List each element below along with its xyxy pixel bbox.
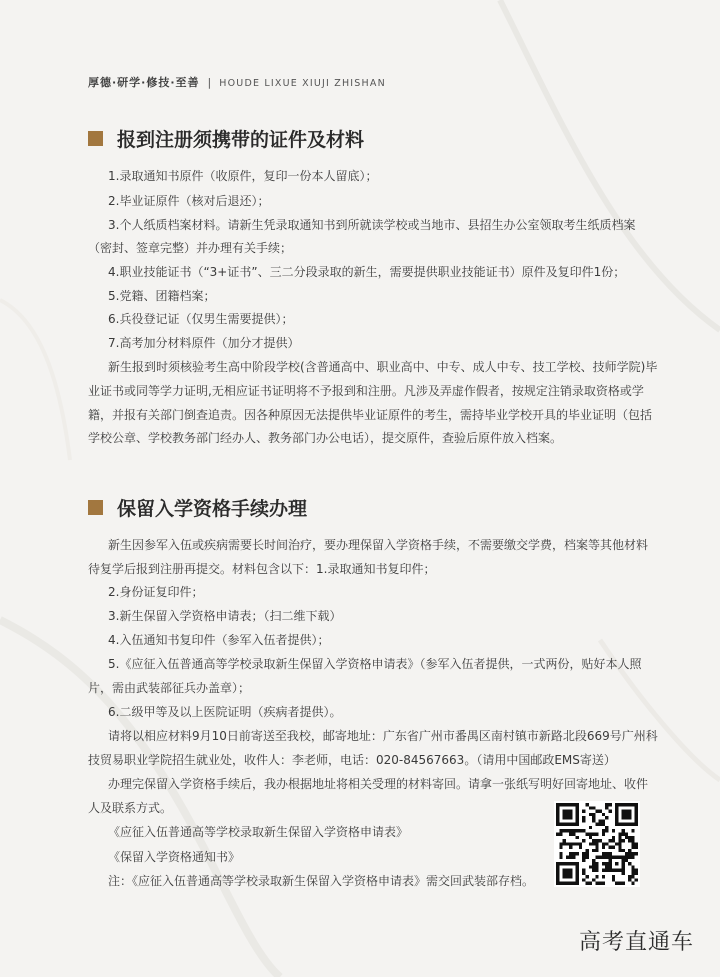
s1-line: 2.毕业证原件（核对后退还）； [108, 194, 270, 208]
qr-code[interactable] [554, 801, 640, 887]
qr-code-icon [556, 803, 638, 885]
s2-line: 片，需由武装部征兵办盖章）； [88, 681, 251, 695]
header-motto: 厚德·研学·修技·至善 [88, 76, 200, 89]
s1-line: 6.兵役登记证（仅男生需要提供）； [108, 312, 294, 326]
s2-line: 5.《应征入伍普通高等学校录取新生保留入学资格申请表》（参军入伍者提供，一式两份，贴好本人照 [108, 657, 642, 671]
s1-line: （密封、签章完整）并办理有关手续； [88, 241, 293, 255]
section-title-text: 报到注册须携带的证件及材料 [117, 129, 365, 151]
watermark-text: 高考直通车 [578, 930, 694, 955]
s1-line: 业证书或同等学力证明,无相应证书证明将不予报到和注册。凡涉及弄虚作假者，按规定注销录取资格或学 [88, 384, 644, 398]
section-marker-icon [88, 500, 103, 515]
s2-line: 4.入伍通知书复印件（参军入伍者提供）； [108, 633, 330, 647]
s2-line: 人及联系方式。 [88, 801, 173, 815]
s1-line: 3.个人纸质档案材料。请新生凭录取通知书到所就读学校或当地市、县招生办公室领取考生纸质档案 [108, 218, 636, 232]
s2-line: 注：《应征入伍普通高等学校录取新生保留入学资格申请表》需交回武装部存档。 [108, 874, 535, 888]
s2-line: 3.新生保留入学资格申请表；（扫二维下载） [108, 609, 342, 623]
s2-line: 新生因参军入伍或疾病需要长时间治疗，要办理保留入学资格手续，不需要缴交学费，档案等其他材料 [108, 538, 649, 552]
s2-line: 办理完保留入学资格手续后，我办根据地址将相关受理的材料寄回。请拿一张纸写明好回寄地址、收件 [108, 777, 649, 791]
s2-line: 6.二级甲等及以上医院证明（疾病者提供）。 [108, 705, 342, 719]
s1-line: 新生报到时须核验考生高中阶段学校(含普通高中、职业高中、中专、成人中专、技工学校、技师学院)毕 [108, 360, 658, 374]
s2-line: 《保留入学资格通知书》 [108, 850, 241, 864]
s2-line: 技贸易职业学院招生就业处，收件人：李老师，电话：020-84567663。（请用中国邮政EMS寄送） [88, 753, 616, 767]
s1-line: 5.党籍、团籍档案； [108, 289, 216, 303]
s2-line: 《应征入伍普通高等学校录取新生保留入学资格申请表》 [108, 825, 409, 839]
s1-line: 籍，并报有关部门倒查追责。因各种原因无法提供毕业证原件的考生，需持毕业学校开具的毕业证明（包括 [88, 408, 653, 422]
header-motto-pinyin: HOUDE LIXUE XIUJI ZHISHAN [219, 78, 386, 89]
page-header [88, 74, 386, 90]
s1-line: 4.职业技能证书（“3+证书”、三二分段录取的新生，需要提供职业技能证书）原件及复印件1份； [108, 265, 626, 279]
s2-line: 待复学后报到注册再提交。材料包含以下：1.录取通知书复印件； [88, 562, 436, 576]
s1-line: 7.高考加分材料原件（加分才提供） [108, 336, 300, 350]
s2-line: 2.身份证复印件； [108, 585, 204, 599]
section-title-deferred-admission [88, 494, 307, 521]
section-marker-icon [88, 131, 103, 146]
s1-line: 1.录取通知书原件（收原件，复印一份本人留底）； [108, 169, 378, 183]
header-separator: | [207, 76, 212, 89]
section-title-text: 保留入学资格手续办理 [117, 498, 308, 520]
section-title-registration-materials [88, 125, 364, 152]
s2-line: 请将以相应材料9月10日前寄送至我校，邮寄地址：广东省广州市番禺区南村镇市新路北段669号广州科 [108, 729, 658, 743]
s1-line: 学校公章、学校教务部门经办人、教务部门办公电话），提交原件，查验后原件放入档案。 [88, 431, 563, 445]
